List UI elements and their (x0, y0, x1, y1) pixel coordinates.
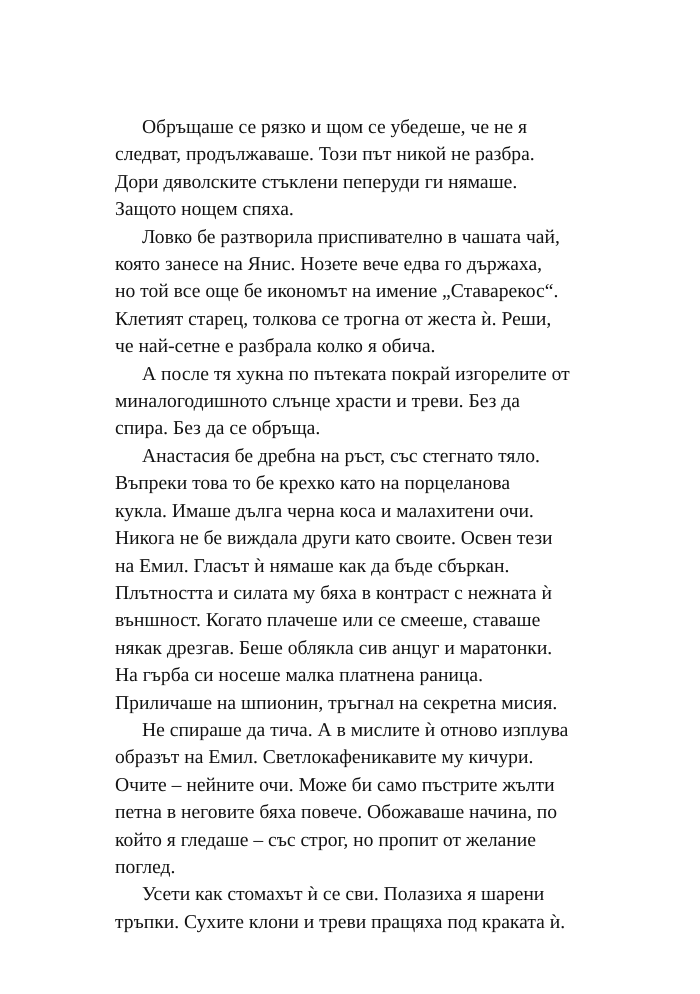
text-line: тръпки. Сухите клони и треви пращяха под краката ѝ. (115, 911, 566, 933)
text-line: петна в неговите бяха повече. Обожаваше начина, по (115, 802, 558, 824)
text-line: На гърба си носеше малка платнена раница. (115, 665, 483, 687)
text-line: Анастасия бе дребна на ръст, със стегнато тяло. (142, 445, 540, 467)
text-line: следват, продължаваше. Този път никой не разбра. (115, 144, 535, 166)
paragraph-6 (115, 881, 612, 936)
text-line: на Емил. Гласът ѝ нямаше как да бъде сбъркан. (115, 555, 510, 577)
paragraph-3 (115, 361, 612, 443)
text-line: кукла. Имаше дълга черна коса и малахитени очи. (115, 500, 534, 522)
text-line: поглед. (115, 856, 176, 878)
text-line: който я гледаше – със строг, но пропит от желание (115, 829, 536, 851)
paragraph-4 (115, 443, 612, 717)
text-line: Плътността и силата му бяха в контраст с нежната ѝ (115, 582, 552, 604)
text-line: някак дрезгав. Беше облякла сив анцуг и маратонки. (115, 637, 553, 659)
text-line: която занесе на Янис. Нозете вече едва го държаха, (115, 254, 543, 276)
page-text (115, 114, 612, 936)
text-line: образът на Емил. Светлокафеникавите му кичури. (115, 747, 534, 769)
text-line: Усети как стомахът ѝ се сви. Полазиха я шарени (142, 884, 545, 906)
text-line: Никога не бе виждала други като своите. Освен тези (115, 528, 553, 550)
text-line: външност. Когато плачеше или се смееше, ставаше (115, 610, 541, 632)
paragraph-1 (115, 114, 612, 224)
text-line: миналогодишното слънце храсти и треви. Без да (115, 391, 520, 413)
text-line: Обръщаше се рязко и щом се убедеше, че не я (142, 117, 528, 138)
text-line: спира. Без да се обръща. (115, 418, 321, 440)
text-line: А после тя хукна по пътеката покрай изгорелите от (142, 363, 570, 385)
paragraph-2 (115, 224, 612, 361)
text-line: Очите – нейните очи. Може би само пъстрите жълти (115, 774, 555, 796)
text-line: че най-сетне е разбрала колко я обича. (115, 336, 436, 358)
text-line: Ловко бе разтворила приспивателно в чашата чай, (142, 226, 560, 248)
text-line: Клетият старец, толкова се трогна от жеста ѝ. Реши, (115, 308, 552, 330)
text-line: Дори дяволските стъклени пеперуди ги нямаше. (115, 171, 518, 193)
text-line: Приличаше на шпионин, тръгнал на секретна мисия. (115, 692, 558, 714)
text-line: Не спираше да тича. А в мислите ѝ отново изплува (142, 719, 569, 741)
text-line: Въпреки това то бе крехко като на порцеланова (115, 473, 511, 495)
text-line: Защото нощем спяха. (115, 199, 294, 221)
text-line: но той все още бе икономът на имение „Ставарекос“. (115, 281, 559, 303)
paragraph-5 (115, 717, 612, 881)
